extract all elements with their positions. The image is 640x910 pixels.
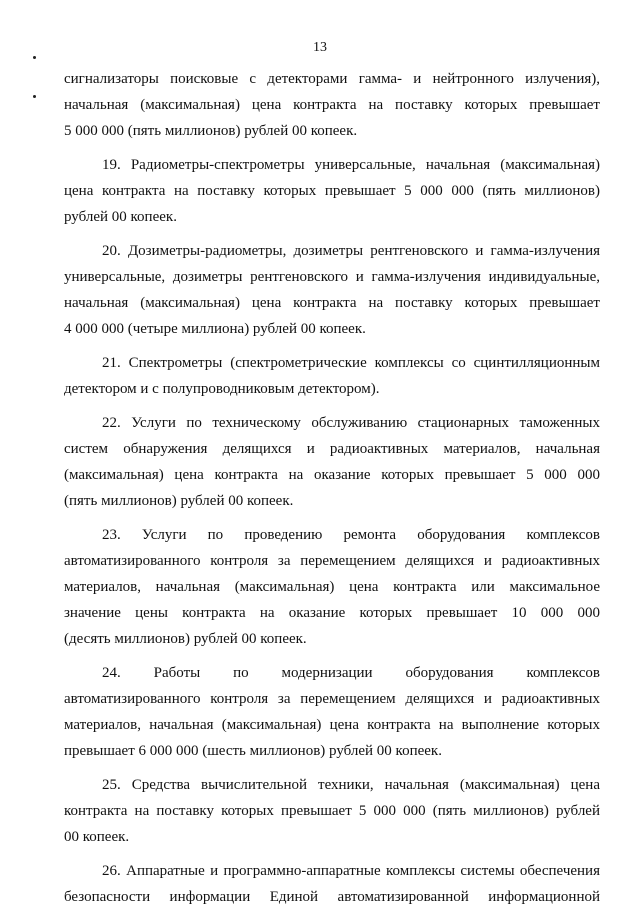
paragraph xyxy=(64,522,600,652)
paragraph xyxy=(64,660,600,764)
paragraph-line: цена контракта на поставку которых превышает 5 000 000 (пять миллионов) xyxy=(64,183,600,199)
scan-speck xyxy=(33,56,36,59)
paragraph-line: 24. Работы по модернизации оборудования комплексов xyxy=(102,665,600,681)
paragraph xyxy=(64,350,600,402)
scan-speck xyxy=(33,95,36,98)
paragraph-line: (десять миллионов) рублей 00 копеек. xyxy=(64,631,307,647)
paragraph xyxy=(64,858,600,910)
paragraph-line: 5 000 000 (пять миллионов) рублей 00 копеек. xyxy=(64,123,358,139)
paragraph-line: детектором и с полупроводниковым детектором). xyxy=(64,381,380,397)
paragraph-line: безопасности информации Единой автоматизированной информационной xyxy=(64,889,600,905)
paragraph xyxy=(64,772,600,850)
paragraph-line: (максимальная) цена контракта на оказание которых превышает 5 000 000 xyxy=(64,467,600,483)
paragraph-line: систем обнаружения делящихся и радиоактивных материалов, начальная xyxy=(64,441,600,457)
paragraph-line: 26. Аппаратные и программно-аппаратные комплексы системы обеспечения xyxy=(102,863,600,879)
paragraph-line: 19. Радиометры-спектрометры универсальные, начальная (максимальная) xyxy=(102,157,600,173)
paragraph-line: автоматизированного контроля за перемещением делящихся и радиоактивных xyxy=(64,553,600,569)
paragraph xyxy=(64,238,600,342)
paragraph-line: 4 000 000 (четыре миллиона) рублей 00 копеек. xyxy=(64,321,366,337)
paragraph-line: начальная (максимальная) цена контракта на поставку которых превышает xyxy=(64,97,600,113)
document-body xyxy=(64,66,600,910)
paragraph-line: 22. Услуги по техническому обслуживанию стационарных таможенных xyxy=(102,415,600,431)
paragraph-line: сигнализаторы поисковые с детекторами гамма- и нейтронного излучения), xyxy=(64,71,600,87)
paragraph-line: универсальные, дозиметры рентгеновского и гамма-излучения индивидуальные, xyxy=(64,269,600,285)
paragraph-line: рублей 00 копеек. xyxy=(64,209,177,225)
paragraph-line: материалов, начальная (максимальная) цена контракта или максимальное xyxy=(64,579,600,595)
paragraph-line: контракта на поставку которых превышает 5 000 000 (пять миллионов) рублей xyxy=(64,803,600,819)
paragraph-line: 23. Услуги по проведению ремонта оборудования комплексов xyxy=(102,527,600,543)
paragraph-line: значение цены контракта на оказание которых превышает 10 000 000 xyxy=(64,605,600,621)
page-number: 13 xyxy=(313,40,327,55)
paragraph-line: материалов, начальная (максимальная) цена контракта на выполнение которых xyxy=(64,717,600,733)
paragraph-line: 00 копеек. xyxy=(64,829,130,845)
paragraph-line: 25. Средства вычислительной техники, начальная (максимальная) цена xyxy=(102,777,600,793)
paragraph-line: автоматизированного контроля за перемещением делящихся и радиоактивных xyxy=(64,691,600,707)
paragraph-line: начальная (максимальная) цена контракта на поставку которых превышает xyxy=(64,295,600,311)
paragraph-line: 20. Дозиметры-радиометры, дозиметры рентгеновского и гамма-излучения xyxy=(102,243,600,259)
paragraph xyxy=(64,410,600,514)
paragraph-line: (пять миллионов) рублей 00 копеек. xyxy=(64,493,294,509)
paragraph-line: 21. Спектрометры (спектрометрические комплексы со сцинтилляционным xyxy=(102,355,600,371)
paragraph-line: превышает 6 000 000 (шесть миллионов) рублей 00 копеек. xyxy=(64,743,442,759)
paragraph xyxy=(64,152,600,230)
paragraph xyxy=(64,66,600,144)
